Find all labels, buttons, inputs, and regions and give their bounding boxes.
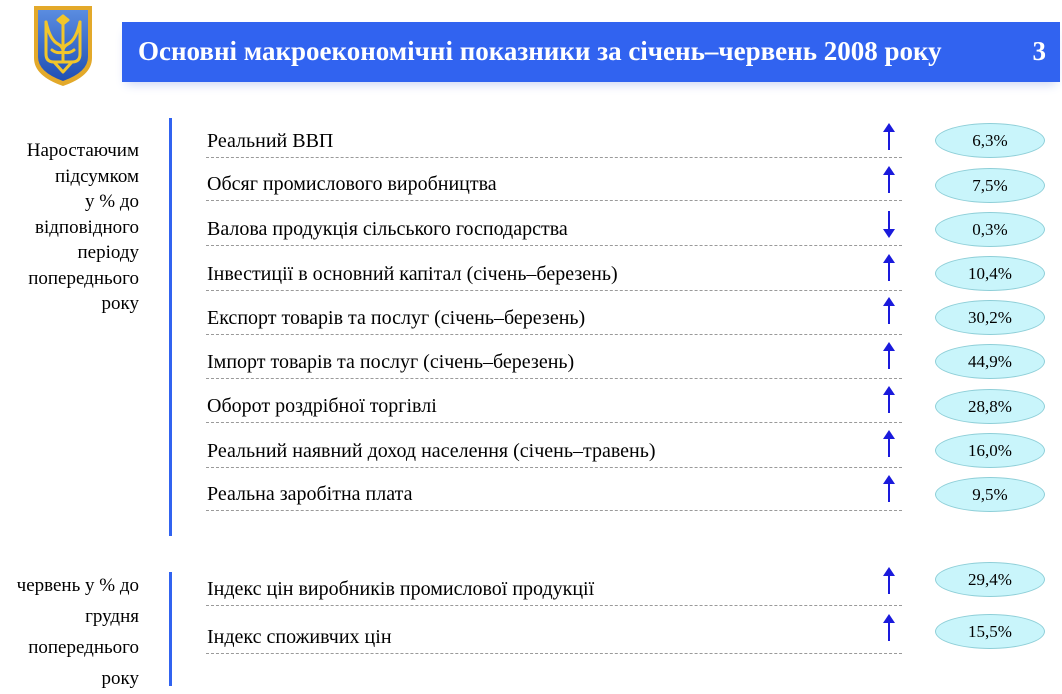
indicator-row (206, 611, 902, 654)
value-badge: 30,2% (935, 300, 1045, 335)
section-label-line: Наростаючим (26, 140, 139, 161)
section-label-line: грудня (85, 606, 139, 627)
section-label-line: попереднього (28, 637, 139, 658)
arrow-up-icon (880, 296, 898, 326)
ukraine-emblem-icon (30, 2, 96, 88)
section-label-line: підсумком (55, 165, 139, 187)
value-badge: 29,4% (935, 562, 1045, 597)
value-badge: 9,5% (935, 477, 1045, 512)
value-badge: 10,4% (935, 256, 1045, 291)
indicator-row (206, 292, 902, 335)
section-divider-line (169, 572, 172, 686)
arrow-up-icon (880, 429, 898, 459)
indicator-row (206, 563, 902, 606)
page-number: 3 (1032, 36, 1046, 66)
indicator-row (206, 158, 902, 201)
indicator-row (206, 203, 902, 246)
section-label-cumulative (27, 138, 139, 317)
title-bar (122, 22, 1060, 82)
arrow-up-icon (880, 566, 898, 596)
indicator-row (206, 336, 902, 379)
section-label-june (17, 570, 139, 694)
value-badge: 15,5% (935, 614, 1045, 649)
indicator-label: Валова продукція сільського господарства (207, 218, 568, 240)
arrow-up-icon (880, 122, 898, 152)
value-badge: 44,9% (935, 344, 1045, 379)
page-title: Основні макроекономічні показники за січень–червень 2008 року (138, 36, 942, 66)
section-label-line: року (101, 668, 139, 689)
value-badge: 0,3% (935, 212, 1045, 247)
indicator-label: Обсяг промислового виробництва (207, 173, 497, 195)
indicator-label: Оборот роздрібної торгівлі (207, 395, 437, 417)
section-label-line: періоду (77, 242, 139, 263)
indicator-label: Реальна заробітна плата (207, 483, 413, 505)
value-badge: 28,8% (935, 389, 1045, 424)
indicator-row (206, 380, 902, 423)
value-badge: 7,5% (935, 168, 1045, 203)
indicator-row (206, 468, 902, 511)
arrow-up-icon (880, 253, 898, 283)
indicator-row (206, 425, 902, 468)
arrow-up-icon (880, 165, 898, 195)
indicator-label: Індекс споживчих цін (207, 626, 392, 648)
indicator-label: Реальний ВВП (207, 130, 334, 152)
arrow-up-icon (880, 385, 898, 415)
value-badge: 16,0% (935, 433, 1045, 468)
section-label-line: року (101, 293, 139, 314)
indicator-label: Імпорт товарів та послуг (січень–березень) (207, 351, 575, 373)
arrow-down-icon (880, 209, 898, 239)
indicator-row (206, 248, 902, 291)
arrow-up-icon (880, 613, 898, 643)
section-label-line: червень у % до (16, 575, 139, 596)
indicator-label: Реальний наявний доход населення (січень–травень) (207, 440, 656, 462)
arrow-up-icon (880, 341, 898, 371)
indicator-row (206, 115, 902, 158)
indicator-label: Інвестиції в основний капітал (січень–березень) (207, 263, 618, 285)
value-badge: 6,3% (935, 123, 1045, 158)
arrow-up-icon (880, 474, 898, 504)
section-label-line: відповідного (35, 216, 139, 238)
indicator-label: Індекс цін виробників промислової продукції (207, 578, 595, 600)
indicator-label: Експорт товарів та послуг (січень–березень) (207, 307, 586, 329)
section-label-line: у % до (85, 191, 139, 212)
section-label-line: попереднього (28, 267, 139, 289)
section-divider-line (169, 118, 172, 536)
